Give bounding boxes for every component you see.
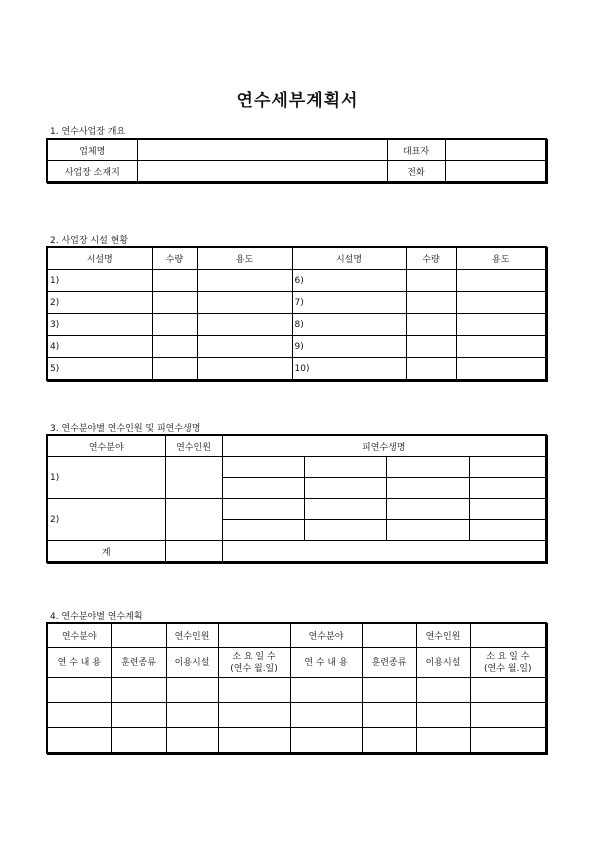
purpose-field[interactable] — [456, 292, 546, 314]
required-days-header — [218, 648, 290, 678]
trainee-name-field[interactable] — [304, 520, 386, 541]
trainee-name-field[interactable] — [469, 478, 546, 499]
training-type-header: 훈련종류 — [111, 648, 166, 678]
total-names-field[interactable] — [222, 541, 546, 563]
facility-used-field[interactable] — [416, 703, 470, 728]
facility-used-field[interactable] — [416, 678, 470, 703]
facility-used-field[interactable] — [416, 728, 470, 754]
row-number: 1) — [47, 457, 165, 499]
required-days-field[interactable] — [218, 728, 290, 754]
trainee-count-header: 연수인원 — [165, 435, 222, 457]
table-row — [47, 728, 546, 754]
section2-label: 2. 사업장 시설 현황 — [50, 236, 129, 246]
row-number: 10) — [292, 358, 406, 381]
facility-used-field[interactable] — [166, 703, 218, 728]
section1-label: 1. 연수사업장 개요 — [50, 127, 126, 137]
training-plan-table — [46, 622, 547, 754]
training-content-field[interactable] — [290, 703, 362, 728]
quantity-header: 수량 — [406, 247, 456, 270]
trainee-name-field[interactable] — [386, 499, 469, 520]
facility-name-header: 시설명 — [292, 247, 406, 270]
quantity-field[interactable] — [152, 358, 197, 381]
quantity-header: 수량 — [152, 247, 197, 270]
table-row — [47, 336, 546, 358]
company-name-field[interactable] — [137, 139, 387, 161]
table-row — [47, 499, 546, 520]
total-label: 계 — [47, 541, 165, 563]
quantity-field[interactable] — [152, 336, 197, 358]
purpose-header: 용도 — [456, 247, 546, 270]
trainee-count-input[interactable] — [218, 623, 290, 648]
trainee-table — [46, 434, 547, 563]
representative-label: 대표자 — [387, 139, 445, 161]
trainee-count-field[interactable] — [165, 499, 222, 541]
training-field-header: 연수분야 — [47, 435, 165, 457]
trainee-name-field[interactable] — [469, 457, 546, 478]
facility-used-field[interactable] — [166, 678, 218, 703]
training-content-field[interactable] — [47, 728, 111, 754]
trainee-names-header: 피연수생명 — [222, 435, 546, 457]
training-content-header: 연 수 내 용 — [47, 648, 111, 678]
training-field-label: 연수분야 — [47, 623, 111, 648]
document-title: 연수세부계획서 — [236, 91, 359, 111]
purpose-field[interactable] — [197, 314, 292, 336]
row-number: 7) — [292, 292, 406, 314]
facility-used-header: 이용시설 — [416, 648, 470, 678]
quantity-field[interactable] — [406, 314, 456, 336]
row-number: 9) — [292, 336, 406, 358]
row-number: 8) — [292, 314, 406, 336]
trainee-name-field[interactable] — [222, 520, 304, 541]
purpose-field[interactable] — [456, 270, 546, 292]
trainee-name-field[interactable] — [386, 478, 469, 499]
trainee-name-field[interactable] — [386, 457, 469, 478]
table-row — [47, 314, 546, 336]
purpose-field[interactable] — [456, 358, 546, 381]
phone-field[interactable] — [445, 161, 546, 183]
facility-used-field[interactable] — [166, 728, 218, 754]
row-number: 3) — [47, 314, 152, 336]
required-days-field[interactable] — [218, 703, 290, 728]
facility-used-header: 이용시설 — [166, 648, 218, 678]
training-field-label: 연수분야 — [290, 623, 362, 648]
row-number: 2) — [47, 499, 165, 541]
trainee-name-field[interactable] — [304, 499, 386, 520]
required-days-line1: 소 요 일 수 — [486, 651, 530, 662]
quantity-field[interactable] — [406, 336, 456, 358]
purpose-field[interactable] — [456, 336, 546, 358]
required-days-field[interactable] — [470, 678, 546, 703]
row-number: 4) — [47, 336, 152, 358]
trainee-name-field[interactable] — [386, 520, 469, 541]
purpose-field[interactable] — [197, 270, 292, 292]
training-type-field[interactable] — [362, 703, 416, 728]
trainee-count-input[interactable] — [470, 623, 546, 648]
quantity-field[interactable] — [406, 358, 456, 381]
required-days-field[interactable] — [470, 728, 546, 754]
training-type-field[interactable] — [362, 678, 416, 703]
row-number: 2) — [47, 292, 152, 314]
trainee-name-field[interactable] — [304, 478, 386, 499]
quantity-field[interactable] — [152, 292, 197, 314]
quantity-field[interactable] — [152, 314, 197, 336]
purpose-header: 용도 — [197, 247, 292, 270]
training-type-field[interactable] — [111, 678, 166, 703]
table-row — [47, 270, 546, 292]
table-row — [47, 703, 546, 728]
total-row — [47, 541, 546, 563]
required-days-header — [470, 648, 546, 678]
trainee-count-label: 연수인원 — [166, 623, 218, 648]
quantity-field[interactable] — [406, 270, 456, 292]
representative-field[interactable] — [445, 139, 546, 161]
required-days-line2: (연수 월.일) — [483, 663, 532, 674]
training-type-field[interactable] — [362, 728, 416, 754]
trainee-count-label: 연수인원 — [416, 623, 470, 648]
training-content-field[interactable] — [47, 703, 111, 728]
required-days-field[interactable] — [218, 678, 290, 703]
trainee-name-field[interactable] — [222, 499, 304, 520]
trainee-name-field[interactable] — [469, 520, 546, 541]
purpose-field[interactable] — [197, 336, 292, 358]
table-row — [47, 292, 546, 314]
quantity-field[interactable] — [406, 292, 456, 314]
row-number: 5) — [47, 358, 152, 381]
required-days-field[interactable] — [470, 703, 546, 728]
table-row — [47, 457, 546, 478]
table-row — [47, 358, 546, 381]
company-overview-table — [46, 138, 547, 183]
total-count-field[interactable] — [165, 541, 222, 563]
required-days-line1: 소 요 일 수 — [232, 651, 276, 662]
quantity-field[interactable] — [152, 270, 197, 292]
training-content-field[interactable] — [290, 678, 362, 703]
purpose-field[interactable] — [456, 314, 546, 336]
purpose-field[interactable] — [197, 292, 292, 314]
trainee-name-field[interactable] — [469, 499, 546, 520]
table-row — [47, 678, 546, 703]
training-type-field[interactable] — [111, 728, 166, 754]
section4-label: 4. 연수분야별 연수계획 — [50, 612, 143, 622]
training-type-header: 훈련종류 — [362, 648, 416, 678]
facility-table — [46, 246, 547, 381]
training-content-field[interactable] — [290, 728, 362, 754]
training-field-input[interactable] — [362, 623, 416, 648]
training-content-header: 연 수 내 용 — [290, 648, 362, 678]
row-number: 1) — [47, 270, 152, 292]
trainee-name-field[interactable] — [304, 457, 386, 478]
trainee-count-field[interactable] — [165, 457, 222, 499]
phone-label: 전화 — [387, 161, 445, 183]
trainee-name-field[interactable] — [222, 457, 304, 478]
facility-name-header: 시설명 — [47, 247, 152, 270]
trainee-name-field[interactable] — [222, 478, 304, 499]
section3-label: 3. 연수분야별 연수인원 및 피연수생명 — [50, 424, 201, 434]
required-days-line2: (연수 월.일) — [230, 663, 278, 674]
address-field[interactable] — [137, 161, 387, 183]
row-number: 6) — [292, 270, 406, 292]
company-name-label: 업체명 — [47, 139, 137, 161]
training-content-field[interactable] — [47, 678, 111, 703]
purpose-field[interactable] — [197, 358, 292, 381]
address-label: 사업장 소재지 — [47, 161, 137, 183]
training-field-input[interactable] — [111, 623, 166, 648]
training-type-field[interactable] — [111, 703, 166, 728]
